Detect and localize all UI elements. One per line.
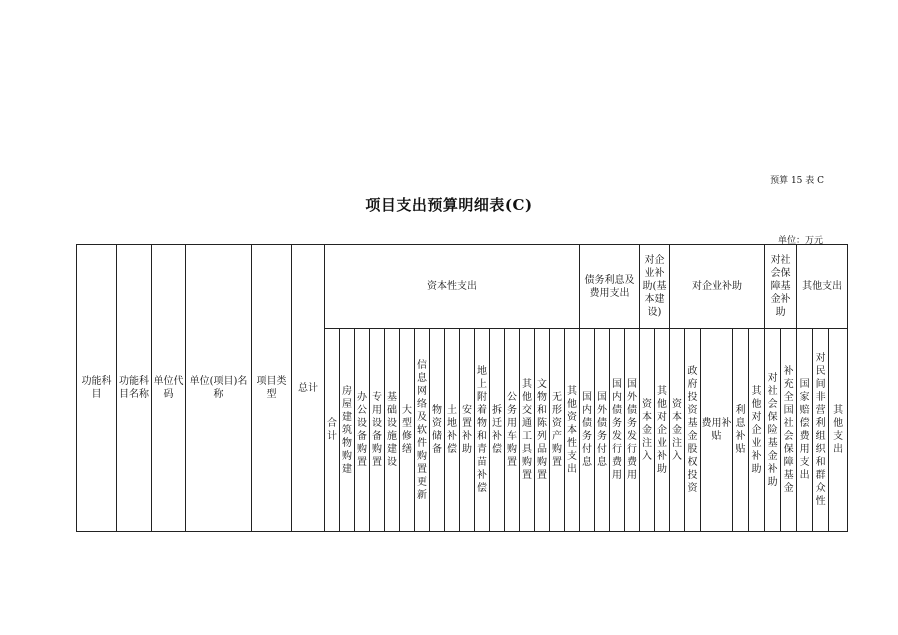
group-header-capital: 资本性支出 (325, 245, 580, 329)
group-header-enterprise-subsidy: 对企业补助 (670, 245, 765, 329)
col-header-capital-3 (355, 329, 370, 532)
col-header-label: 对社会保险基金补助 (767, 372, 778, 488)
col-header-debt-1 (580, 329, 595, 532)
col-header-capital-17 (565, 329, 580, 532)
col-header-debt-3 (610, 329, 625, 532)
col-header-capital-6 (400, 329, 415, 532)
col-header-label: 公务用车购置 (507, 392, 517, 468)
col-header-capital-8 (430, 329, 445, 532)
group-header-other: 其他支出 (797, 245, 848, 329)
page-title: 项目支出预算明细表(C) (365, 196, 533, 214)
col-header-label: 信息网络及软件购置更新 (417, 359, 427, 501)
col-header-ent-sub-5 (749, 329, 765, 532)
col-header-other-2 (813, 329, 829, 532)
col-header-social-2 (781, 329, 797, 532)
group-header-enterprise-subsidy-capital: 对企业补助(基本建设) (640, 245, 670, 329)
col-header-label: 国家赔偿费用支出 (799, 379, 810, 481)
col-header-total: 总计 (292, 245, 325, 532)
group-header-debt: 债务利息及费用支出 (580, 245, 640, 329)
col-header-capital-5 (385, 329, 400, 532)
col-header-label: 专用设备购置 (372, 392, 382, 468)
col-header-debt-2 (595, 329, 610, 532)
col-header-other-1 (797, 329, 813, 532)
col-header-label: 安置补助 (462, 405, 472, 455)
col-header-label: 政府投资基金股权投资 (687, 366, 698, 494)
col-header-label: 资本金注入 (672, 398, 682, 462)
col-header-capital-7 (415, 329, 430, 532)
col-header-project-type: 项目类型 (252, 245, 292, 532)
col-header-label: 其他对企业补助 (751, 385, 762, 475)
col-header-ent-sub-3 (701, 329, 733, 532)
col-header-label: 办公设备购置 (357, 392, 367, 468)
col-header-label: 土地补偿 (447, 405, 457, 455)
col-header-label: 资本金注入 (642, 398, 652, 462)
col-header-label: 拆迁补偿 (492, 405, 502, 455)
col-header-capital-4 (370, 329, 385, 532)
col-header-capital-9 (445, 329, 460, 532)
col-header-label: 补充全国社会保障基金 (783, 366, 794, 494)
col-header-capital-2 (340, 329, 355, 532)
col-header-ent-sub-cap-1 (640, 329, 655, 532)
col-header-label: 利息补贴 (735, 405, 746, 455)
col-header-ent-sub-2 (685, 329, 701, 532)
col-header-debt-4 (625, 329, 640, 532)
col-header-capital-11 (475, 329, 490, 532)
col-header-ent-sub-4 (733, 329, 749, 532)
col-header-label: 国外债务付息 (597, 392, 607, 468)
col-header-social-1 (765, 329, 781, 532)
col-header-label: 国外债务发行费用 (627, 379, 637, 481)
col-header-label: 其他交通工具购置 (522, 379, 532, 481)
col-header-capital-12 (490, 329, 505, 532)
col-header-func-subject-name: 功能科目名称 (117, 245, 152, 532)
col-header-label: 国内债务付息 (582, 392, 592, 468)
col-header-label: 物资储备 (432, 405, 442, 455)
col-header-label: 大型修缮 (402, 405, 412, 455)
col-header-label: 费用补贴 (701, 418, 732, 442)
col-header-capital-14 (520, 329, 535, 532)
col-header-other-3 (829, 329, 848, 532)
unit-label: 单位：万元 (777, 236, 823, 246)
col-header-label: 地上附着物和青苗补偿 (477, 366, 487, 494)
col-header-unit-code: 单位代码 (152, 245, 186, 532)
budget-table (76, 244, 848, 532)
col-header-label: 房屋建筑物购建 (342, 385, 352, 475)
col-header-label: 其他对企业补助 (657, 385, 667, 475)
group-header-social-security: 对社会保障基金补助 (765, 245, 797, 329)
col-header-capital-1 (325, 329, 340, 532)
col-header-capital-10 (460, 329, 475, 532)
col-header-ent-sub-1 (670, 329, 685, 532)
col-header-capital-15 (535, 329, 550, 532)
col-header-label: 合计 (327, 418, 337, 442)
col-header-label: 基础设施建设 (387, 392, 397, 468)
form-code: 预算 15 表 C (770, 176, 824, 186)
col-header-label: 国内债务发行费用 (612, 379, 622, 481)
col-header-func-subject: 功能科目 (77, 245, 117, 532)
col-header-label: 无形资产购置 (552, 392, 562, 468)
col-header-capital-16 (550, 329, 565, 532)
col-header-label: 文物和陈列品购置 (537, 379, 547, 481)
col-header-label: 对民间非营利组织和群众性 (815, 353, 826, 507)
col-header-label: 其他支出 (833, 405, 844, 455)
col-header-ent-sub-cap-2 (655, 329, 670, 532)
col-header-unit-name: 单位(项目)名称 (186, 245, 252, 532)
col-header-label: 其他资本性支出 (567, 385, 577, 475)
col-header-capital-13 (505, 329, 520, 532)
